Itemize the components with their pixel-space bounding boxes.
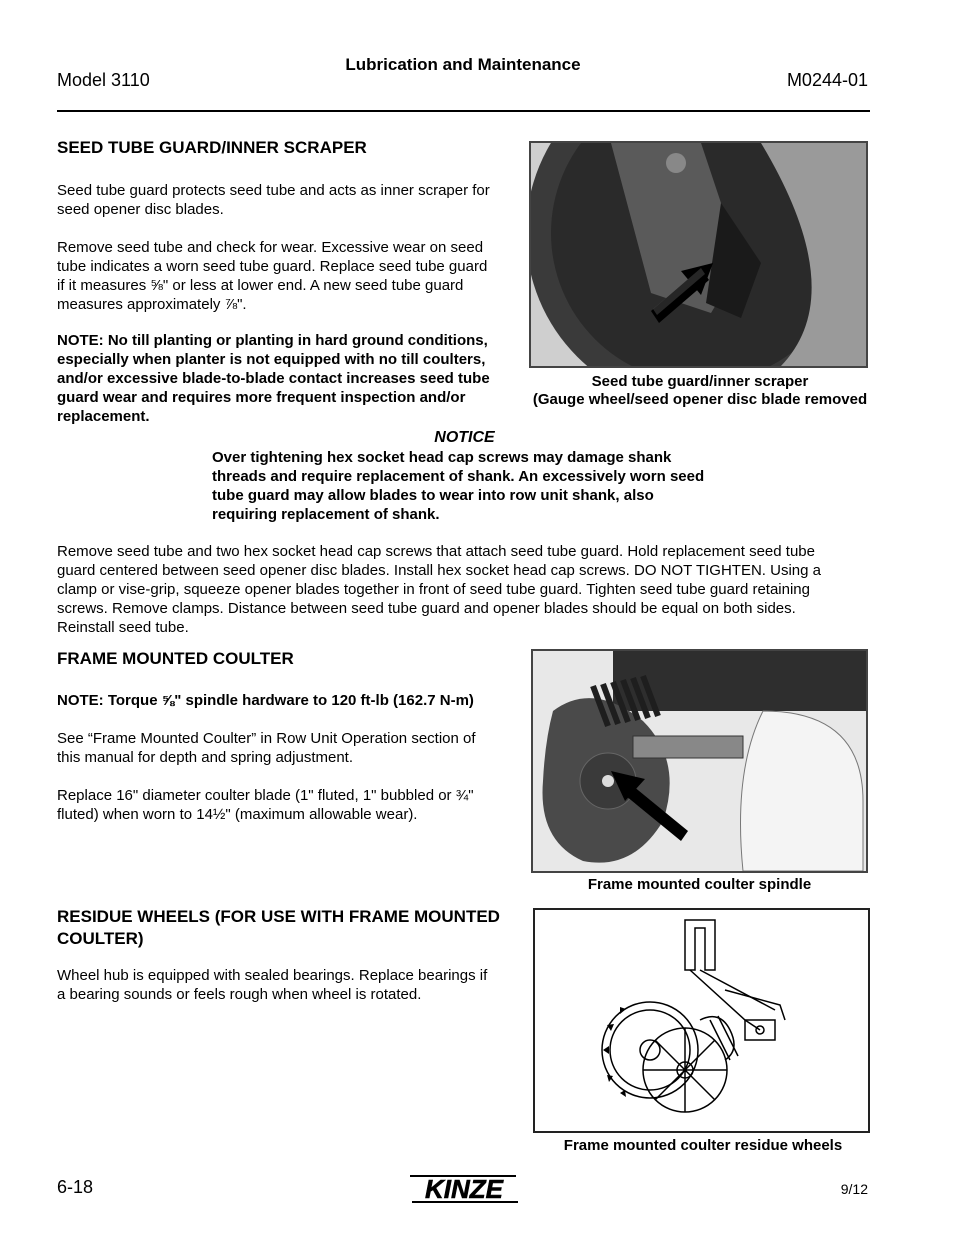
seed-tube-guard-photo	[529, 141, 868, 368]
residue-wheels-drawing	[533, 908, 870, 1133]
replacement-procedure: Remove seed tube and two hex socket head cap screws that attach seed tube guard. Hold replacement seed tube guard centered between seed opener disc blades. Install hex socket head cap screws. DO NOT TIGHTEN. Using a clamp or vise-grip, squeeze opener blades together in front of seed tube guard. Tighten seed tube guard retaining screws. Remove clamps. Distance between seed tube guard and opener blades should be equal on both sides. Reinstall seed tube.	[57, 543, 821, 636]
notice-text: Over tightening hex socket head cap screws may damage shank threads and require replacement of shank. An excessively worn seed tube guard may allow blades to wear into row unit shank, also requiring replacement of shank.	[212, 449, 705, 523]
logo-wordmark: KINZE	[425, 1174, 503, 1204]
seed-tube-caption-1: Seed tube guard/inner scraper	[591, 373, 809, 390]
residue-caption: Frame mounted coulter residue wheels	[563, 1137, 843, 1154]
seed-tube-para2: Remove seed tube and check for wear. Excessive wear on seed tube indicates a worn seed tube guard. Replace seed tube guard if it measures ⅝" or less at lower end. A new seed tube guard measures approximately ⅞".	[57, 239, 488, 313]
residue-heading: RESIDUE WHEELS (FOR USE WITH FRAME MOUNTED COULTER)	[57, 907, 500, 948]
coulter-spindle-photo	[531, 649, 868, 873]
seed-tube-note: NOTE: No till planting or planting in hard ground conditions, especially when planter is not equipped with no till coulters, and/or excessive blade-to-blade contact increases seed tube guard wear and requires more frequent inspection and/or replacement.	[57, 332, 490, 425]
model-label: Model 3110	[57, 70, 150, 90]
notice-title: NOTICE	[434, 429, 495, 446]
seed-tube-para1: Seed tube guard protects seed tube and acts as inner scraper for seed opener disc blades.	[57, 182, 490, 218]
kinze-logo	[404, 1172, 524, 1211]
document-number: M0244-01	[786, 70, 868, 90]
residue-para: Wheel hub is equipped with sealed bearings. Replace bearings if a bearing sounds or feels rough when wheel is rotated.	[57, 967, 488, 1003]
section-title: Lubrication and Maintenance	[345, 55, 581, 74]
coulter-heading: FRAME MOUNTED COULTER	[57, 649, 294, 668]
revision-date: 9/12	[840, 1181, 868, 1197]
header-rule	[57, 110, 870, 112]
coulter-para2: Replace 16" diameter coulter blade (1" fluted, 1" bubbled or ¾" fluted) when worn to 14½" (maximum allowable wear).	[57, 787, 474, 823]
coulter-para1: See “Frame Mounted Coulter” in Row Unit Operation section of this manual for depth and spring adjustment.	[57, 730, 476, 766]
coulter-caption: Frame mounted coulter spindle	[587, 876, 812, 893]
seed-tube-heading: SEED TUBE GUARD/INNER SCRAPER	[57, 138, 367, 157]
coulter-note: NOTE: Torque ⅝" spindle hardware to 120 ft-lb (162.7 N-m)	[57, 692, 474, 709]
page-number: 6-18	[57, 1177, 94, 1197]
seed-tube-caption-2: (Gauge wheel/seed opener disc blade removed	[532, 391, 868, 408]
